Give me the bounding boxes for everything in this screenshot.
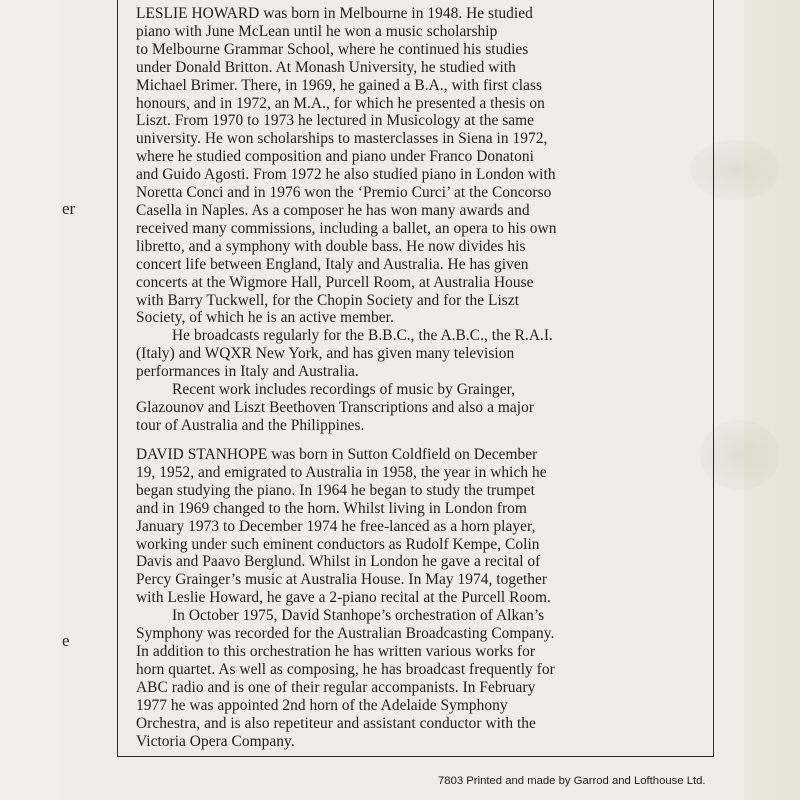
bio-line: and in 1969 changed to the horn. Whilst living in London from — [136, 499, 527, 517]
bio-line: Casella in Naples. As a composer he has won many awards and — [136, 201, 530, 219]
bio-line: under Donald Britton. At Monash University, he studied with — [136, 58, 516, 76]
bio-line: honours, and in 1972, an M.A., for which he presented a thesis on — [136, 94, 545, 112]
bio-line: Victoria Opera Company. — [136, 732, 295, 750]
bio-line: with Barry Tuckwell, for the Chopin Society and for the Liszt — [136, 291, 520, 309]
margin-fragment: e — [62, 631, 70, 650]
bio-line: Recent work includes recordings of music by Grainger, — [172, 381, 516, 399]
bio-line: horn quartet. As well as composing, he has broadcast frequently for — [136, 660, 555, 678]
bio-line: ABC radio and is one of their regular accompanists. In February — [136, 678, 536, 696]
bio-david-stanhope — [136, 446, 696, 750]
margin-fragment: er — [62, 199, 76, 218]
bio-line: Michael Brimer. There, in 1969, he gained a B.A., with first class — [136, 76, 543, 94]
bio-line: 19, 1952, and emigrated to Australia in 1958, the year in which he — [136, 463, 547, 481]
bio-line: performances in Italy and Australia. — [136, 363, 359, 381]
bio-line: working under such eminent conductors as Rudolf Kempe, Colin — [136, 535, 540, 553]
bio-line: libretto, and a symphony with double bass. He now divides his — [136, 237, 526, 255]
bio-line: concert life between England, Italy and Australia. He has given — [136, 255, 529, 273]
bio-line: LESLIE HOWARD was born in Melbourne in 1948. He studied — [136, 5, 533, 22]
bio-line: In addition to this orchestration he has written various works for — [136, 642, 536, 660]
bio-line: began studying the piano. In 1964 he began to study the trumpet — [136, 481, 535, 499]
bio-line: Orchestra, and is also repetiteur and assistant conductor with the — [136, 714, 536, 732]
bio-line: Society, of which he is an active member. — [136, 309, 394, 327]
bio-line: and Guido Agosti. From 1972 he also studied piano in London with — [136, 166, 556, 184]
bio-line: He broadcasts regularly for the B.B.C., the A.B.C., the R.A.I. — [172, 327, 553, 345]
bio-line: In October 1975, David Stanhope’s orchestration of Alkan’s — [172, 607, 545, 625]
bio-line: tour of Australia and the Philippines. — [136, 416, 365, 434]
bio-line: Symphony was recorded for the Australian Broadcasting Company. — [136, 625, 555, 643]
bio-line: Davis and Paavo Berglund. Whilst in London he gave a recital of — [136, 553, 541, 571]
bio-line: Noretta Conci and in 1976 won the ‘Premio Curci’ at the Concorso — [136, 184, 552, 202]
bio-line: January 1973 to December 1974 he free-lanced as a horn player, — [136, 517, 536, 535]
bio-leslie-howard — [136, 5, 696, 435]
printer-credit: 7803 Printed and made by Garrod and Lofthouse Ltd. — [438, 775, 706, 787]
bio-line: where he studied composition and piano under Franco Donatoni — [136, 148, 534, 166]
bio-line: received many commissions, including a ballet, an opera to his own — [136, 219, 557, 237]
bio-line: piano with June McLean until he won a music scholarship — [136, 22, 498, 40]
bio-line: concerts at the Wigmore Hall, Purcell Room, at Australia House — [136, 273, 534, 291]
bio-line: Liszt. From 1970 to 1973 he lectured in Musicology at the same — [136, 112, 535, 130]
bio-line: (Italy) and WQXR New York, and has given many television — [136, 345, 515, 363]
bio-line: to Melbourne Grammar School, where he continued his studies — [136, 40, 529, 58]
bio-line: with Leslie Howard, he gave a 2-piano recital at the Purcell Room. — [136, 589, 551, 607]
bio-line: Glazounov and Liszt Beethoven Transcriptions and also a major — [136, 398, 534, 416]
bio-line: DAVID STANHOPE was born in Sutton Coldfield on December — [136, 446, 538, 463]
bio-line: Percy Grainger’s music at Australia House. In May 1974, together — [136, 571, 548, 589]
bio-line: university. He won scholarships to masterclasses in Siena in 1972, — [136, 130, 548, 148]
sleeve-edge-shadow — [744, 0, 800, 800]
bio-line: 1977 he was appointed 2nd horn of the Adelaide Symphony — [136, 696, 508, 714]
